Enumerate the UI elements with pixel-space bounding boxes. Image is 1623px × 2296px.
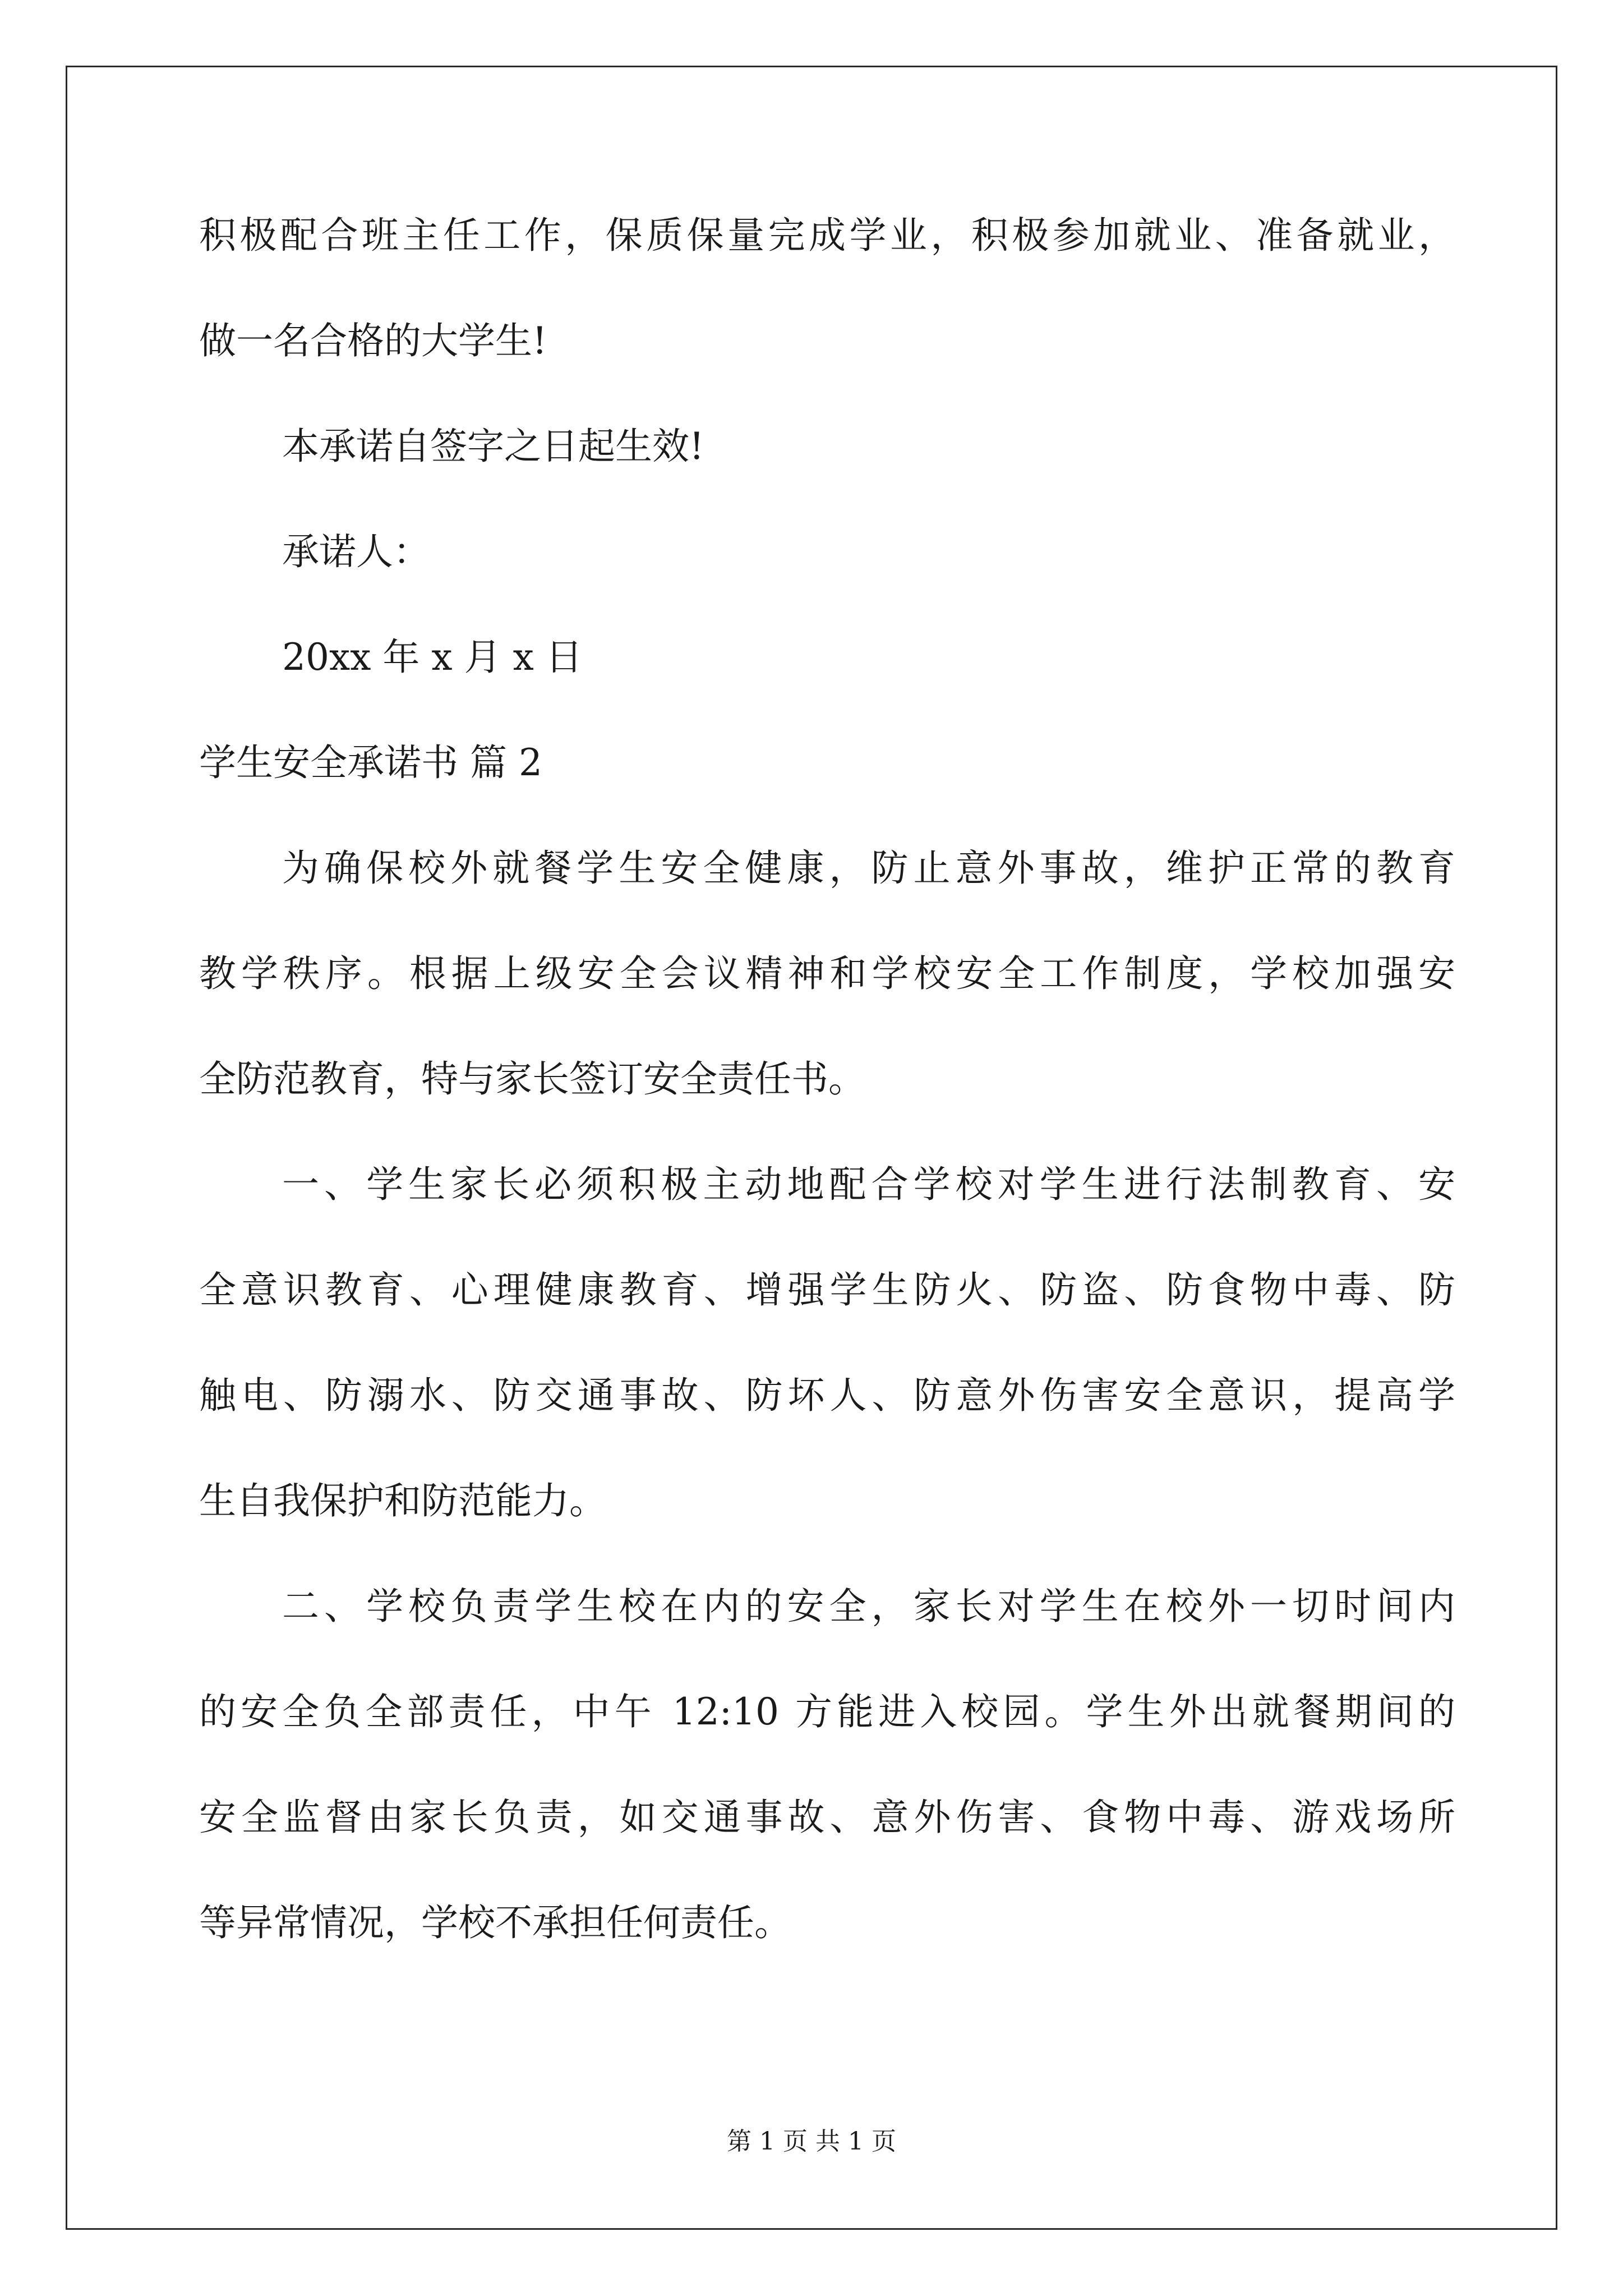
section-heading: 学生安全承诺书 篇 2 bbox=[199, 741, 542, 784]
paragraph-line: 教学秩序。根据上级安全会议精神和学校安全工作制度，学校加强安 bbox=[199, 952, 1455, 995]
paragraph-line: 为确保校外就餐学生安全健康，防止意外事故，维护正常的教育 bbox=[282, 846, 1455, 890]
paragraph-line: 二、学校负责学生校在内的安全，家长对学生在校外一切时间内 bbox=[282, 1585, 1455, 1628]
paragraph-line: 等异常情况，学校不承担任何责任。 bbox=[199, 1901, 791, 1944]
paragraph-line: 的安全负全部责任，中午 12:10 方能进入校园。学生外出就餐期间的 bbox=[199, 1690, 1455, 1733]
paragraph-line: 做一名合格的大学生! bbox=[199, 319, 547, 362]
paragraph-line: 安全监督由家长负责，如交通事故、意外伤害、食物中毒、游戏场所 bbox=[199, 1796, 1455, 1839]
paragraph-line: 本承诺自签字之日起生效! bbox=[282, 425, 704, 468]
paragraph-line: 全防范教育，特与家长签订安全责任书。 bbox=[199, 1057, 865, 1101]
paragraph-line: 生自我保护和防范能力。 bbox=[199, 1479, 606, 1522]
paragraph-line: 全意识教育、心理健康教育、增强学生防火、防盗、防食物中毒、防 bbox=[199, 1268, 1455, 1312]
signatory-label: 承诺人： bbox=[282, 530, 430, 573]
date-line: 20xx 年 x 月 x 日 bbox=[282, 636, 583, 679]
page-number: 第 1 页 共 1 页 bbox=[727, 2127, 896, 2156]
paragraph-line: 触电、防溺水、防交通事故、防坏人、防意外伤害安全意识，提高学 bbox=[199, 1374, 1455, 1417]
paragraph-line: 积极配合班主任工作，保质保量完成学业，积极参加就业、准备就业， bbox=[199, 214, 1455, 257]
paragraph-line: 一、学生家长必须积极主动地配合学校对学生进行法制教育、安 bbox=[282, 1163, 1455, 1206]
